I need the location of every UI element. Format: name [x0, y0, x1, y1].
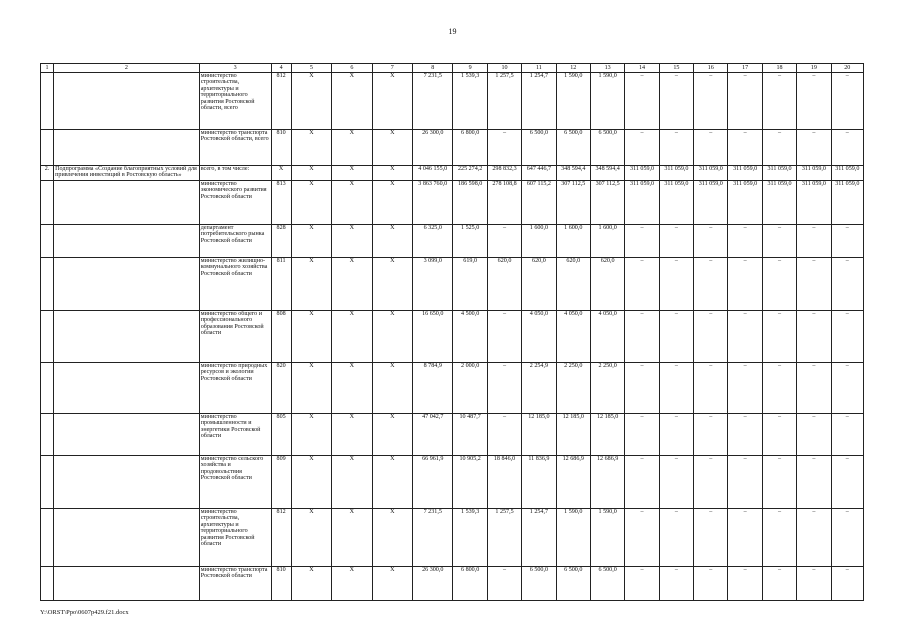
table-cell-col-10: 278 108,8	[487, 181, 521, 225]
table-cell-col-18: –	[762, 414, 796, 456]
table-cell-col-19: –	[797, 567, 831, 601]
table-cell-col-4: Х	[271, 166, 291, 181]
table-cell-col-9: 186 598,0	[453, 181, 487, 225]
table-cell-col-18: –	[762, 73, 796, 130]
table-cell-col-10: 18 846,0	[487, 456, 521, 509]
column-number-cell: 10	[487, 64, 521, 73]
table-cell-col-17: –	[728, 509, 762, 567]
table-cell-col-5: Х	[291, 166, 331, 181]
table-cell-col-8: 47 042,7	[413, 414, 453, 456]
table-cell-col-8: 66 961,9	[413, 456, 453, 509]
table-cell-col-19: –	[797, 363, 831, 414]
table-cell-col-6: Х	[332, 258, 372, 311]
table-cell-col-3: министерство транспорта Ростовской области, всего	[199, 130, 271, 166]
table-cell-col-16: 311 059,0	[694, 166, 728, 181]
table-cell-col-1	[41, 181, 54, 225]
column-number-cell: 13	[590, 64, 624, 73]
table-cell-col-3: министерство промышленности и энергетики Ростовской области	[199, 414, 271, 456]
table-cell-col-14: 311 059,0	[625, 181, 659, 225]
table-cell-col-2	[54, 456, 200, 509]
table-cell-col-12: 2 250,0	[556, 363, 590, 414]
table-cell-col-20: –	[831, 414, 863, 456]
table-cell-col-7: Х	[372, 130, 412, 166]
table-row	[41, 258, 864, 311]
table-cell-col-19: 311 059,0	[797, 166, 831, 181]
table-cell-col-3: министерство транспорта Ростовской области	[199, 567, 271, 601]
table-cell-col-5: Х	[291, 363, 331, 414]
table-cell-col-1	[41, 311, 54, 363]
table-cell-col-20: –	[831, 456, 863, 509]
table-cell-col-17: –	[728, 258, 762, 311]
table-cell-col-15: –	[659, 73, 693, 130]
table-cell-col-6: Х	[332, 567, 372, 601]
table-cell-col-7: Х	[372, 456, 412, 509]
table-cell-col-12: 12 185,0	[556, 414, 590, 456]
table-cell-col-7: Х	[372, 73, 412, 130]
file-path-footer: Y:\ORST\Ppo\0607p429.f21.docx	[40, 609, 129, 616]
table-cell-col-12: 620,0	[556, 258, 590, 311]
table-cell-col-4: 812	[271, 509, 291, 567]
table-cell-col-8: 3 099,0	[413, 258, 453, 311]
table-cell-col-3: департамент потребительского рынка Ростовской области	[199, 225, 271, 258]
table-cell-col-20: –	[831, 363, 863, 414]
table-cell-col-10: –	[487, 567, 521, 601]
table-row	[41, 414, 864, 456]
table-cell-col-10: 1 257,5	[487, 509, 521, 567]
table-cell-col-6: Х	[332, 130, 372, 166]
table-cell-col-17: –	[728, 567, 762, 601]
table-cell-col-1	[41, 456, 54, 509]
table-row	[41, 73, 864, 130]
table-cell-col-8: 7 231,5	[413, 509, 453, 567]
table-cell-col-11: 647 446,7	[522, 166, 556, 181]
table-cell-col-5: Х	[291, 225, 331, 258]
table-cell-col-14: –	[625, 509, 659, 567]
column-number-cell: 9	[453, 64, 487, 73]
column-number-cell: 19	[797, 64, 831, 73]
table-cell-col-15: –	[659, 225, 693, 258]
table-cell-col-19: –	[797, 456, 831, 509]
budget-table	[40, 63, 864, 601]
table-cell-col-3: министерство сельского хозяйства и продовольствия Ростовской области	[199, 456, 271, 509]
table-cell-col-5: Х	[291, 567, 331, 601]
table-cell-col-10: 620,0	[487, 258, 521, 311]
table-row	[41, 363, 864, 414]
table-cell-col-6: Х	[332, 311, 372, 363]
table-cell-col-15: –	[659, 456, 693, 509]
table-cell-col-14: –	[625, 225, 659, 258]
table-cell-col-10: 1 257,5	[487, 73, 521, 130]
table-cell-col-2	[54, 130, 200, 166]
table-cell-col-1: 2.	[41, 166, 54, 181]
table-cell-col-2	[54, 363, 200, 414]
table-row	[41, 311, 864, 363]
table-cell-col-18: –	[762, 567, 796, 601]
table-cell-col-15: –	[659, 414, 693, 456]
table-cell-col-20: –	[831, 567, 863, 601]
table-cell-col-12: 348 594,4	[556, 166, 590, 181]
table-cell-col-12: 1 600,0	[556, 225, 590, 258]
column-number-cell: 3	[199, 64, 271, 73]
table-cell-col-19: –	[797, 130, 831, 166]
table-cell-col-4: 811	[271, 258, 291, 311]
table-cell-col-19: –	[797, 73, 831, 130]
table-cell-col-18: –	[762, 258, 796, 311]
table-cell-col-4: 808	[271, 311, 291, 363]
table-cell-col-19: –	[797, 311, 831, 363]
table-cell-col-2	[54, 181, 200, 225]
table-cell-col-11: 11 836,9	[522, 456, 556, 509]
column-number-cell: 14	[625, 64, 659, 73]
table-cell-col-4: 805	[271, 414, 291, 456]
table-cell-col-20: –	[831, 509, 863, 567]
column-number-cell: 16	[694, 64, 728, 73]
table-cell-col-8: 7 231,5	[413, 73, 453, 130]
table-cell-col-15: –	[659, 567, 693, 601]
table-cell-col-18: 311 059,0	[762, 181, 796, 225]
table-cell-col-9: 2 000,0	[453, 363, 487, 414]
table-cell-col-10: –	[487, 414, 521, 456]
table-cell-col-8: 4 046 155,0	[413, 166, 453, 181]
table-cell-col-16: –	[694, 414, 728, 456]
table-cell-col-13: 620,0	[590, 258, 624, 311]
table-cell-col-5: Х	[291, 73, 331, 130]
table-cell-col-11: 620,0	[522, 258, 556, 311]
table-cell-col-11: 2 254,9	[522, 363, 556, 414]
table-cell-col-8: 6 325,0	[413, 225, 453, 258]
table-cell-col-9: 6 800,0	[453, 567, 487, 601]
table-cell-col-5: Х	[291, 509, 331, 567]
table-cell-col-12: 12 686,9	[556, 456, 590, 509]
table-cell-col-17: –	[728, 225, 762, 258]
table-cell-col-2	[54, 311, 200, 363]
table-cell-col-12: 6 500,0	[556, 567, 590, 601]
table-cell-col-14: 311 059,0	[625, 166, 659, 181]
table-cell-col-1	[41, 258, 54, 311]
table-cell-col-14: –	[625, 414, 659, 456]
table-cell-col-18: –	[762, 363, 796, 414]
column-number-cell: 2	[54, 64, 200, 73]
table-cell-col-18: –	[762, 225, 796, 258]
table-cell-col-13: 1 590,0	[590, 73, 624, 130]
table-cell-col-7: Х	[372, 258, 412, 311]
table-cell-col-13: 6 500,0	[590, 567, 624, 601]
table-cell-col-10: –	[487, 311, 521, 363]
column-number-cell: 1	[41, 64, 54, 73]
table-cell-col-5: Х	[291, 456, 331, 509]
table-cell-col-6: Х	[332, 225, 372, 258]
table-cell-col-3: министерство строительства, архитектуры и территориального развития Ростовской области	[199, 509, 271, 567]
table-cell-col-13: 348 594,4	[590, 166, 624, 181]
table-cell-col-9: 1 539,3	[453, 509, 487, 567]
table-cell-col-6: Х	[332, 414, 372, 456]
table-cell-col-18: –	[762, 456, 796, 509]
table-cell-col-17: –	[728, 130, 762, 166]
table-cell-col-3: министерство экономического развития Ростовской области	[199, 181, 271, 225]
table-cell-col-8: 16 650,0	[413, 311, 453, 363]
column-number-cell: 4	[271, 64, 291, 73]
table-cell-col-2	[54, 509, 200, 567]
table-cell-col-1	[41, 509, 54, 567]
table-cell-col-9: 10 487,7	[453, 414, 487, 456]
table-row	[41, 166, 864, 181]
table-cell-col-13: 12 686,9	[590, 456, 624, 509]
table-cell-col-8: 8 784,9	[413, 363, 453, 414]
column-number-cell: 7	[372, 64, 412, 73]
table-cell-col-19: –	[797, 225, 831, 258]
table-cell-col-16: –	[694, 456, 728, 509]
table-cell-col-18: –	[762, 130, 796, 166]
table-cell-col-9: 10 905,2	[453, 456, 487, 509]
table-cell-col-4: 813	[271, 181, 291, 225]
table-cell-col-14: –	[625, 130, 659, 166]
table-cell-col-16: –	[694, 363, 728, 414]
table-cell-col-11: 1 600,0	[522, 225, 556, 258]
table-cell-col-15: –	[659, 509, 693, 567]
table-cell-col-11: 1 254,7	[522, 509, 556, 567]
table-cell-col-12: 1 590,0	[556, 509, 590, 567]
table-cell-col-17: –	[728, 311, 762, 363]
table-cell-col-14: –	[625, 258, 659, 311]
table-cell-col-15: –	[659, 311, 693, 363]
table-cell-col-20: –	[831, 225, 863, 258]
table-row	[41, 456, 864, 509]
table-cell-col-4: 810	[271, 567, 291, 601]
table-cell-col-3: министерство жилищно-коммунального хозяйства Ростовской области	[199, 258, 271, 311]
table-row	[41, 509, 864, 567]
table-cell-col-11: 1 254,7	[522, 73, 556, 130]
table-cell-col-16: –	[694, 258, 728, 311]
table-cell-col-20: –	[831, 311, 863, 363]
table-cell-col-17: –	[728, 363, 762, 414]
table-cell-col-9: 225 274,2	[453, 166, 487, 181]
table-cell-col-14: –	[625, 456, 659, 509]
table-cell-col-17: 311 059,0	[728, 181, 762, 225]
table-cell-col-19: –	[797, 414, 831, 456]
table-cell-col-16: –	[694, 567, 728, 601]
table-cell-col-1	[41, 73, 54, 130]
table-cell-col-1	[41, 225, 54, 258]
table-cell-col-15: –	[659, 363, 693, 414]
column-number-cell: 11	[522, 64, 556, 73]
table-cell-col-8: 3 863 760,0	[413, 181, 453, 225]
table-cell-col-19: –	[797, 509, 831, 567]
table-cell-col-8: 26 300,0	[413, 567, 453, 601]
table-cell-col-1	[41, 567, 54, 601]
table-cell-col-14: –	[625, 567, 659, 601]
table-cell-col-1	[41, 130, 54, 166]
table-cell-col-15: –	[659, 258, 693, 311]
table-row	[41, 225, 864, 258]
table-cell-col-18: –	[762, 509, 796, 567]
table-cell-col-3: министерство общего и профессионального образования Ростовской области	[199, 311, 271, 363]
table-row	[41, 567, 864, 601]
table-cell-col-11: 6 500,0	[522, 567, 556, 601]
table-cell-col-13: 4 050,0	[590, 311, 624, 363]
table-cell-col-9: 1 525,0	[453, 225, 487, 258]
table-cell-col-17: –	[728, 73, 762, 130]
table-cell-col-8: 26 300,0	[413, 130, 453, 166]
table-cell-col-6: Х	[332, 509, 372, 567]
table-cell-col-5: Х	[291, 258, 331, 311]
column-number-cell: 17	[728, 64, 762, 73]
table-cell-col-20: 311 059,0	[831, 166, 863, 181]
table-cell-col-11: 4 050,0	[522, 311, 556, 363]
table-cell-col-16: –	[694, 509, 728, 567]
table-cell-col-16: –	[694, 73, 728, 130]
table-cell-col-16: –	[694, 225, 728, 258]
table-cell-col-17: 311 059,0	[728, 166, 762, 181]
table-cell-col-7: Х	[372, 225, 412, 258]
table-cell-col-11: 6 500,0	[522, 130, 556, 166]
table-cell-col-14: –	[625, 73, 659, 130]
table-cell-col-14: –	[625, 363, 659, 414]
table-cell-col-7: Х	[372, 166, 412, 181]
table-cell-col-11: 12 185,0	[522, 414, 556, 456]
table-cell-col-4: 820	[271, 363, 291, 414]
table-cell-col-12: 307 112,5	[556, 181, 590, 225]
table-cell-col-14: –	[625, 311, 659, 363]
table-cell-col-11: 607 115,2	[522, 181, 556, 225]
table-cell-col-4: 828	[271, 225, 291, 258]
table-cell-col-9: 1 539,3	[453, 73, 487, 130]
table-cell-col-4: 810	[271, 130, 291, 166]
table-cell-col-6: Х	[332, 73, 372, 130]
table-cell-col-10: –	[487, 225, 521, 258]
column-number-row	[41, 64, 864, 73]
table-cell-col-20: –	[831, 73, 863, 130]
table-cell-col-5: Х	[291, 181, 331, 225]
table-cell-col-19: –	[797, 258, 831, 311]
table-cell-col-7: Х	[372, 181, 412, 225]
table-cell-col-19: 311 059,0	[797, 181, 831, 225]
table-cell-col-13: 307 112,5	[590, 181, 624, 225]
table-cell-col-3: всего, в том числе:	[199, 166, 271, 181]
table-cell-col-10: 298 832,3	[487, 166, 521, 181]
table-cell-col-5: Х	[291, 414, 331, 456]
table-cell-col-6: Х	[332, 181, 372, 225]
table-cell-col-6: Х	[332, 166, 372, 181]
table-cell-col-7: Х	[372, 567, 412, 601]
column-number-cell: 18	[762, 64, 796, 73]
table-cell-col-13: 1 590,0	[590, 509, 624, 567]
column-number-cell: 5	[291, 64, 331, 73]
table-cell-col-7: Х	[372, 311, 412, 363]
table-cell-col-13: 1 600,0	[590, 225, 624, 258]
table-cell-col-6: Х	[332, 363, 372, 414]
table-cell-col-5: Х	[291, 130, 331, 166]
table-cell-col-1	[41, 414, 54, 456]
table-cell-col-2	[54, 414, 200, 456]
table-cell-col-15: 311 059,0	[659, 166, 693, 181]
table-cell-col-17: –	[728, 456, 762, 509]
table-cell-col-15: 311 059,0	[659, 181, 693, 225]
table-cell-col-13: 12 185,0	[590, 414, 624, 456]
table-cell-col-2	[54, 567, 200, 601]
table-cell-col-16: –	[694, 311, 728, 363]
table-cell-col-12: 6 500,0	[556, 130, 590, 166]
table-cell-col-1	[41, 363, 54, 414]
table-cell-col-4: 809	[271, 456, 291, 509]
table-row	[41, 181, 864, 225]
table-cell-col-2: Подпрограмма «Создание благоприятных условий для привлечения инвестиций в Ростовскую область»	[54, 166, 200, 181]
column-number-cell: 6	[332, 64, 372, 73]
table-cell-col-20: –	[831, 130, 863, 166]
table-cell-col-12: 4 050,0	[556, 311, 590, 363]
page-number: 19	[448, 27, 457, 36]
table-cell-col-18: 311 059,0	[762, 166, 796, 181]
table-cell-col-2	[54, 225, 200, 258]
table-cell-col-3: министерство строительства, архитектуры и территориального развития Ростовской области, всего	[199, 73, 271, 130]
column-number-cell: 20	[831, 64, 863, 73]
table-cell-col-10: –	[487, 363, 521, 414]
table-cell-col-20: 311 059,0	[831, 181, 863, 225]
table-cell-col-16: 311 059,0	[694, 181, 728, 225]
table-cell-col-7: Х	[372, 363, 412, 414]
table-cell-col-6: Х	[332, 456, 372, 509]
table-cell-col-13: 2 250,0	[590, 363, 624, 414]
table-cell-col-20: –	[831, 258, 863, 311]
table-cell-col-9: 4 500,0	[453, 311, 487, 363]
table-cell-col-9: 619,0	[453, 258, 487, 311]
column-number-cell: 15	[659, 64, 693, 73]
column-number-cell: 8	[413, 64, 453, 73]
table-cell-col-9: 6 800,0	[453, 130, 487, 166]
table-cell-col-2	[54, 258, 200, 311]
table-cell-col-15: –	[659, 130, 693, 166]
column-number-cell: 12	[556, 64, 590, 73]
table-cell-col-5: Х	[291, 311, 331, 363]
table-row	[41, 130, 864, 166]
table-cell-col-7: Х	[372, 414, 412, 456]
table-cell-col-10: –	[487, 130, 521, 166]
table-cell-col-4: 812	[271, 73, 291, 130]
table-cell-col-7: Х	[372, 509, 412, 567]
table-cell-col-2	[54, 73, 200, 130]
table-cell-col-16: –	[694, 130, 728, 166]
table-cell-col-17: –	[728, 414, 762, 456]
table-cell-col-12: 1 590,0	[556, 73, 590, 130]
table-cell-col-13: 6 500,0	[590, 130, 624, 166]
table-cell-col-18: –	[762, 311, 796, 363]
table-cell-col-3: министерство природных ресурсов и экологии Ростовской области	[199, 363, 271, 414]
